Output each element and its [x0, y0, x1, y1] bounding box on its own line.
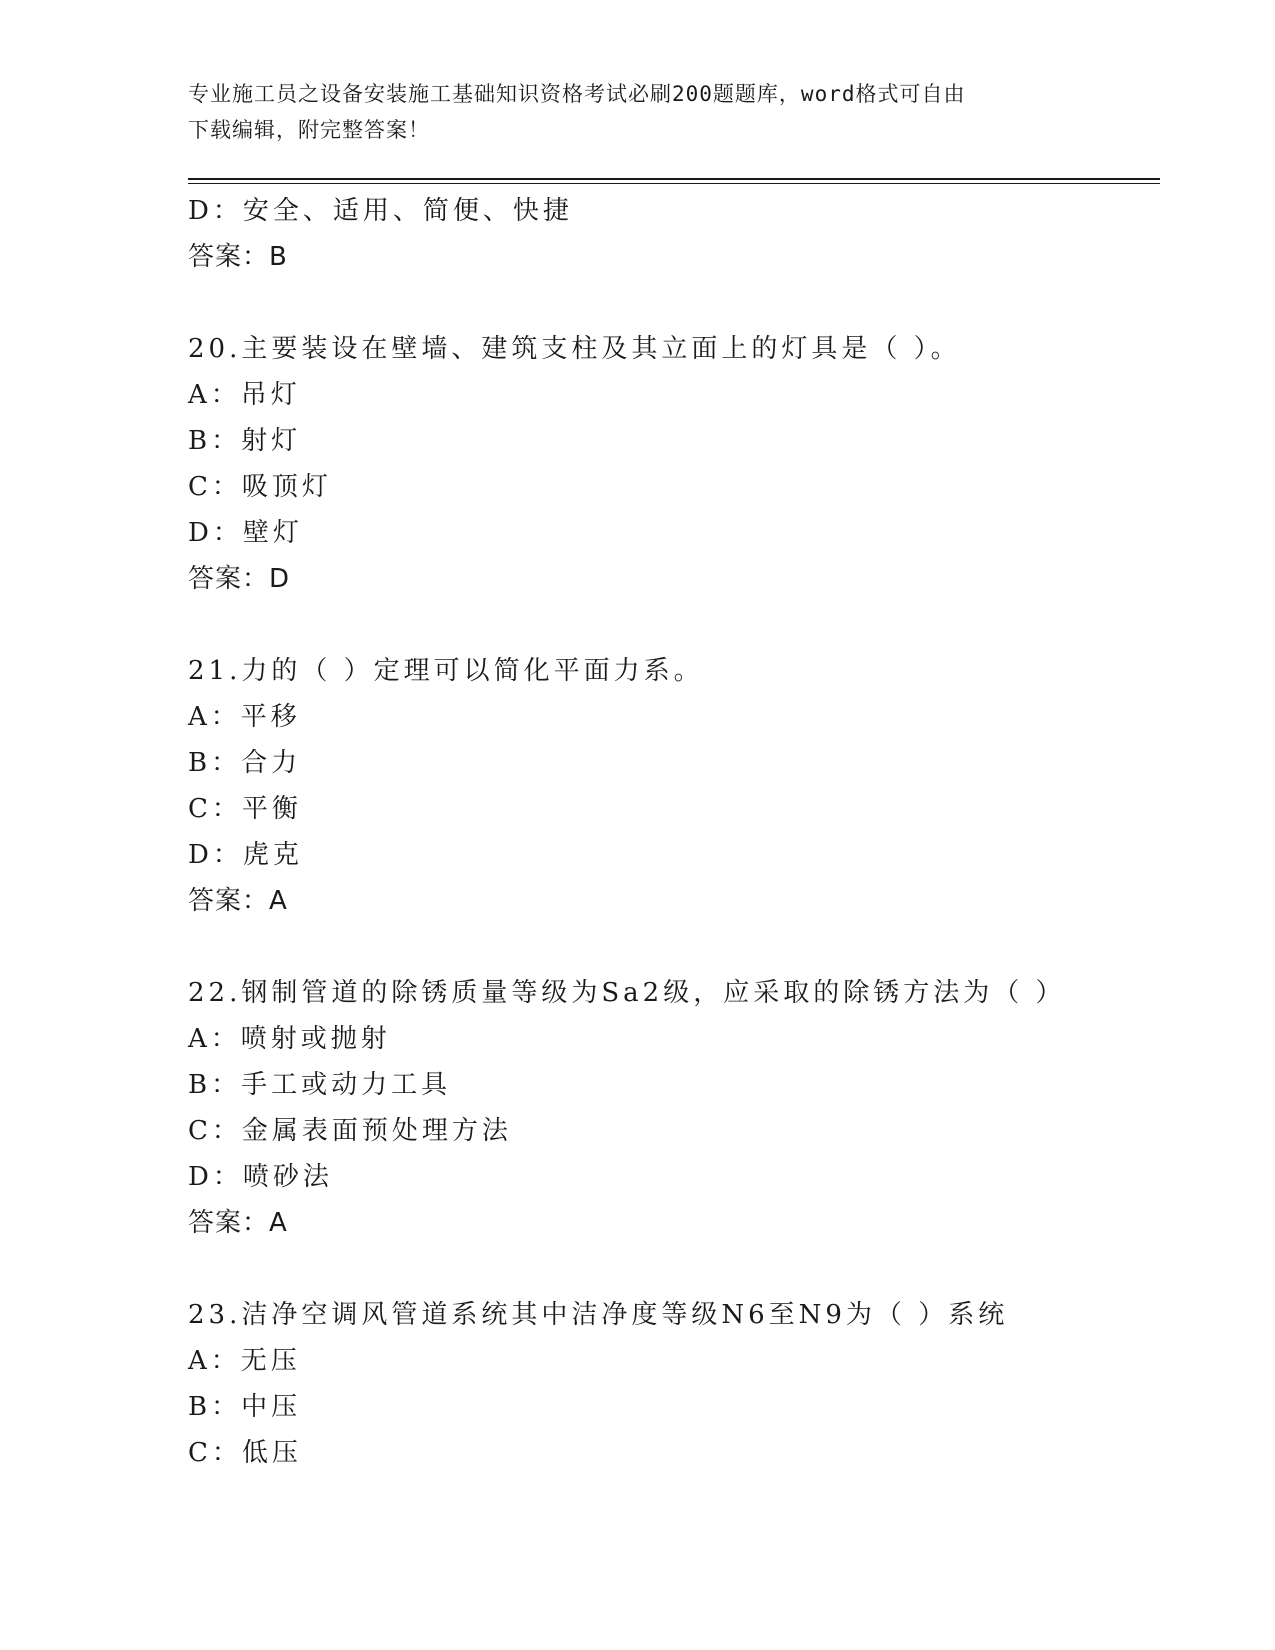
question-21 — [188, 648, 1168, 924]
question-stem: 23.洁净空调风管道系统其中洁净度等级N6至N9为（ ）系统 — [188, 1300, 1009, 1330]
header-title-line-2: 下载编辑，附完整答案！ — [188, 118, 430, 142]
option-a: A：吊灯 — [188, 380, 301, 410]
question-stem: 22.钢制管道的除锈质量等级为Sa2级，应采取的除锈方法为（ ） — [188, 978, 1066, 1008]
option-d: D：喷砂法 — [188, 1162, 333, 1192]
spacer — [188, 924, 1168, 970]
answer-line: 答案：D — [188, 564, 291, 594]
document-body — [188, 188, 1168, 1476]
question-stem: 20.主要装设在壁墙、建筑支柱及其立面上的灯具是（ ）。 — [188, 334, 961, 364]
option-a: A：喷射或抛射 — [188, 1024, 391, 1054]
option-a: A：无压 — [188, 1346, 301, 1376]
spacer — [188, 602, 1168, 648]
previous-question-tail — [188, 188, 1168, 280]
option-b: B：射灯 — [188, 426, 302, 456]
header-title-line-1: 专业施工员之设备安装施工基础知识资格考试必刷200题题库，word格式可自由 — [188, 82, 966, 106]
spacer — [188, 280, 1168, 326]
option-d: D：虎克 — [188, 840, 303, 870]
option-c: C：平衡 — [188, 794, 302, 824]
answer-line: 答案：A — [188, 886, 288, 916]
page-header — [188, 76, 1088, 148]
header-divider-thin — [188, 183, 1160, 184]
option-c: C：低压 — [188, 1438, 302, 1468]
option-d: D：壁灯 — [188, 518, 303, 548]
question-23 — [188, 1292, 1168, 1476]
option-c: C：吸顶灯 — [188, 472, 332, 502]
question-20 — [188, 326, 1168, 602]
spacer — [188, 1246, 1168, 1292]
answer-line: 答案：A — [188, 1208, 288, 1238]
answer-line: 答案：B — [188, 242, 288, 272]
option-a: A：平移 — [188, 702, 301, 732]
option-b: B：合力 — [188, 748, 302, 778]
question-stem: 21.力的（ ）定理可以简化平面力系。 — [188, 656, 704, 686]
option-b: B：中压 — [188, 1392, 302, 1422]
option-b: B：手工或动力工具 — [188, 1070, 452, 1100]
option-c: C：金属表面预处理方法 — [188, 1116, 512, 1146]
question-22 — [188, 970, 1168, 1246]
option-d: D：安全、适用、简便、快捷 — [188, 196, 573, 226]
header-divider-thick — [188, 178, 1160, 180]
